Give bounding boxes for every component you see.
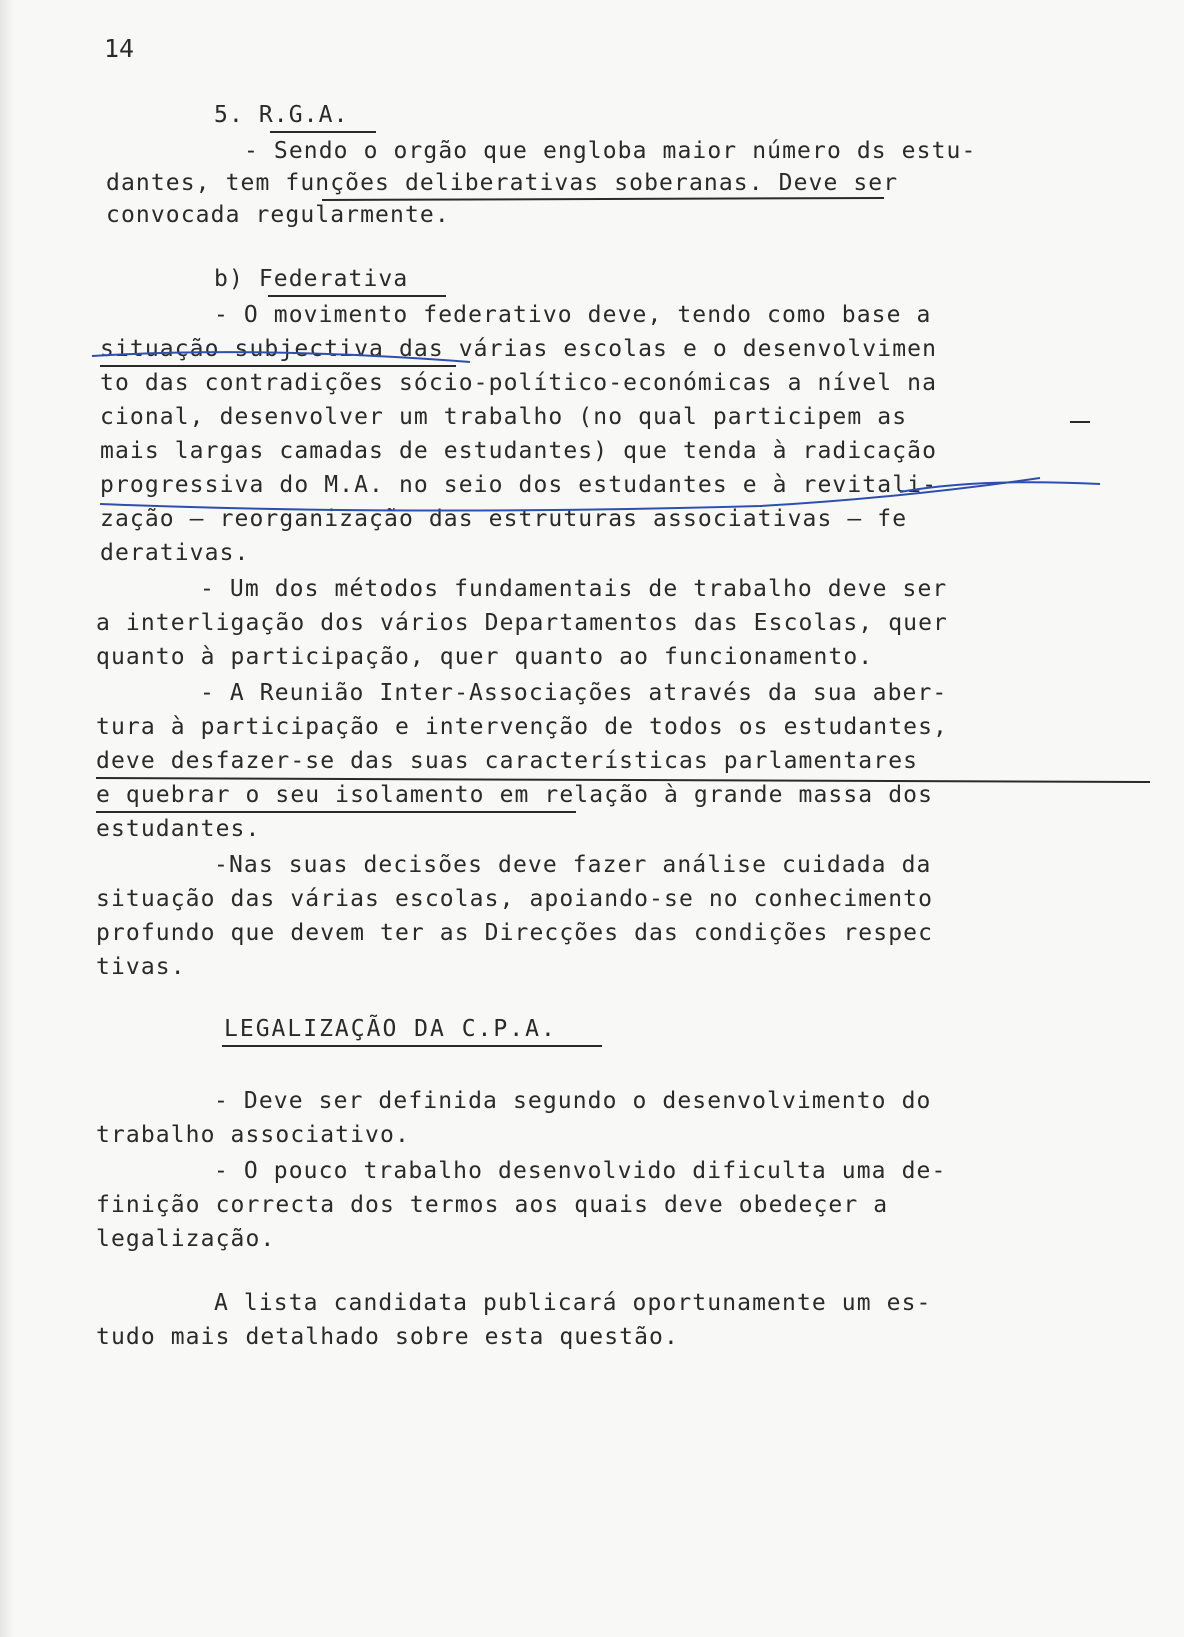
text-line: tivas. [96, 954, 186, 980]
subsection-heading-federativa: b) Federativa [214, 266, 409, 292]
text-line: deve desfazer-se das suas características parlamentares [96, 748, 919, 774]
text-line: cional, desenvolver um trabalho (no qual participem as [100, 404, 908, 430]
text-line: situação subjectiva das várias escolas e o desenvolvimen [100, 336, 938, 362]
text-line: zação — reorganização das estruturas associativas — fe [100, 506, 908, 532]
text-line: estudantes. [96, 816, 261, 842]
text-line: trabalho associativo. [96, 1122, 410, 1148]
text-line: - Sendo o orgão que engloba maior número ds estu- [244, 138, 977, 164]
text-line: situação das várias escolas, apoiando-se no conhecimento [96, 886, 934, 912]
text-line: dantes, tem funções deliberativas soberanas. Deve ser [106, 170, 899, 196]
text-line: - A Reunião Inter-Associações através da sua aber- [200, 680, 948, 706]
text-line: - O pouco trabalho desenvolvido dificulta uma de- [214, 1158, 947, 1184]
text-line: -Nas suas decisões deve fazer análise cuidada da [214, 852, 932, 878]
section-heading-legalizacao: LEGALIZAÇÃO DA C.P.A. [224, 1016, 557, 1042]
section-heading-rga: 5. R.G.A. [214, 102, 349, 128]
text-line: to das contradições sócio-político-económicas a nível na [100, 370, 938, 396]
text-line: A lista candidata publicará oportunamente um es- [214, 1290, 932, 1316]
text-line: convocada regularmente. [106, 202, 450, 228]
scan-edge [0, 0, 14, 1637]
text-line: a interligação dos vários Departamentos das Escolas, quer [96, 610, 948, 636]
text-line: finição correcta dos termos aos quais deve obedeçer a [96, 1192, 889, 1218]
text-line: quanto à participação, quer quanto ao funcionamento. [96, 644, 874, 670]
text-line: legalização. [96, 1226, 276, 1252]
text-line: - O movimento federativo deve, tendo como base a [214, 302, 932, 328]
text-line: derativas. [100, 540, 250, 566]
text-line: - Deve ser definida segundo o desenvolvimento do [214, 1088, 932, 1114]
text-line: progressiva do M.A. no seio dos estudantes e à revitali- [100, 472, 938, 498]
text-line: mais largas camadas de estudantes) que tenda à radicação [100, 438, 938, 464]
text-line: profundo que devem ter as Direcções das condições respec [96, 920, 934, 946]
page-number: 14 [104, 34, 135, 63]
text-line: tudo mais detalhado sobre esta questão. [96, 1324, 679, 1350]
text-line: e quebrar o seu isolamento em relação à grande massa dos [96, 782, 934, 808]
text-line: - Um dos métodos fundamentais de trabalho deve ser [200, 576, 948, 602]
text-line: tura à participação e intervenção de todos os estudantes, [96, 714, 948, 740]
